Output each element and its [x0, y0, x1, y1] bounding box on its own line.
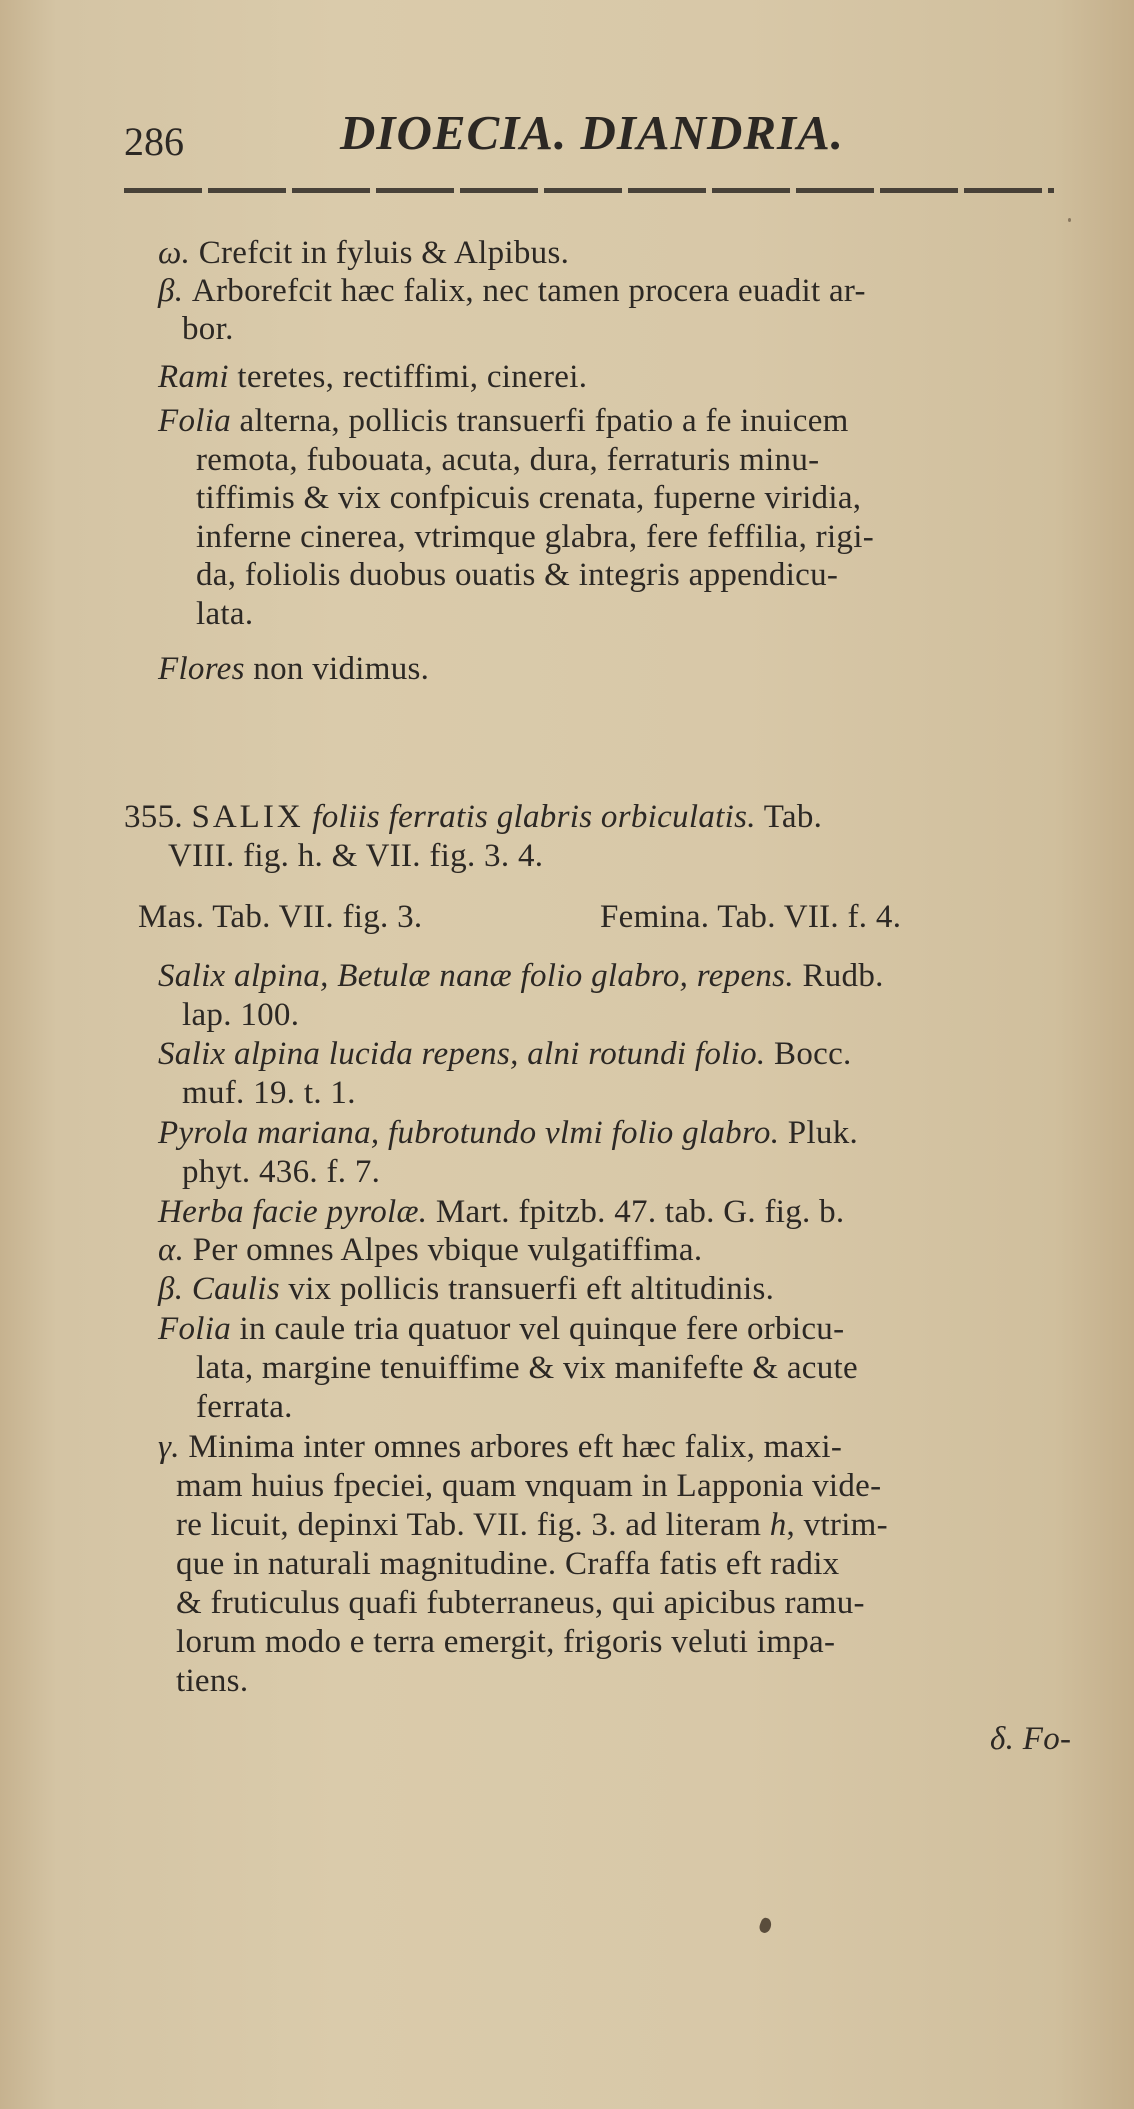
text-segment: lap. 100. — [182, 997, 300, 1033]
text-segment: tiffimis & vix confpicuis crenata, fuperne viridia, — [196, 480, 862, 516]
text-line — [196, 441, 819, 479]
text-line — [158, 1428, 842, 1466]
italic-segment: Caulis — [191, 1271, 280, 1307]
text-segment: phyt. 436. f. 7. — [182, 1154, 381, 1190]
text-line — [176, 1584, 865, 1622]
text-segment: in caule tria quatuor vel quinque fere orbicu- — [231, 1311, 845, 1347]
text-line — [158, 1270, 774, 1308]
text-segment: Tab. — [755, 799, 823, 835]
text-line — [158, 234, 569, 272]
text-segment: lata. — [196, 596, 254, 632]
italic-segment: Salix alpina lucida repens, alni rotundi folio. — [158, 1036, 766, 1072]
text-line — [176, 1467, 881, 1505]
text-segment: inferne cinerea, vtrimque glabra, fere feffilia, rigi- — [196, 519, 874, 555]
text-segment: lata, margine tenuiffime & vix manifefte & acute — [196, 1350, 858, 1386]
text-segment: alterna, pollicis transuerfi fpatio a fe inuicem — [231, 403, 849, 439]
text-line — [158, 1310, 844, 1348]
text-segment: mam huius fpeciei, quam vnquam in Lapponia vide- — [176, 1468, 882, 1504]
text-line — [176, 1662, 248, 1700]
page-number: 286 — [124, 119, 184, 164]
text-line — [182, 996, 299, 1034]
text-line — [138, 898, 422, 936]
text-segment: ferrata. — [196, 1389, 293, 1425]
text-line — [196, 1388, 293, 1426]
text-segment: 355. — [124, 799, 192, 835]
italic-segment: Pyrola mariana, fubrotundo vlmi folio glabro. — [158, 1115, 780, 1151]
text-line — [196, 1349, 858, 1387]
text-line — [176, 1506, 888, 1544]
italic-segment: β. — [158, 273, 192, 309]
text-segment: Mart. fpitzb. 47. tab. G. fig. b. — [427, 1194, 845, 1230]
text-line — [124, 798, 822, 836]
italic-segment: Rami — [158, 359, 229, 395]
ink-blot — [758, 1917, 773, 1935]
text-segment: Crefcit in fyluis & Alpibus. — [198, 235, 570, 271]
text-segment: VIII. fig. h. & VII. fig. 3. 4. — [168, 838, 544, 874]
text-line — [182, 310, 234, 348]
italic-segment: Flores — [158, 651, 245, 687]
text-segment: da, foliolis duobus ouatis & integris appendicu- — [196, 557, 839, 593]
text-line — [176, 1623, 835, 1661]
text-line — [158, 957, 884, 995]
italic-segment: h — [769, 1507, 787, 1543]
header-rule — [124, 188, 1054, 193]
italic-segment: γ. — [158, 1429, 189, 1465]
text-line — [176, 1545, 839, 1583]
text-segment: Femina. Tab. VII. f. 4. — [600, 899, 902, 935]
text-line — [158, 272, 866, 310]
text-segment: teretes, rectiffimi, cinerei. — [228, 359, 588, 395]
italic-segment: ω. — [158, 235, 199, 271]
italic-segment: β. — [158, 1271, 192, 1307]
italic-segment: Folia — [158, 1311, 231, 1347]
text-segment: Bocc. — [765, 1036, 852, 1072]
text-line — [182, 1153, 380, 1191]
text-segment: que in naturali magnitudine. Craffa fatis eft radix — [176, 1546, 840, 1582]
italic-segment: Herba facie pyrolæ. — [158, 1194, 428, 1230]
text-segment: lorum modo e terra emergit, frigoris veluti impa- — [176, 1624, 836, 1660]
caps-segment: SALIX — [191, 799, 304, 835]
text-segment: tiens. — [176, 1663, 249, 1699]
text-segment: Per omnes Alpes vbique vulgatiffima. — [192, 1232, 703, 1268]
text-segment: Mas. Tab. VII. fig. 3. — [138, 899, 423, 935]
text-line — [158, 1035, 852, 1073]
text-line — [990, 1720, 1071, 1758]
italic-segment: Folia — [158, 403, 231, 439]
text-line — [600, 898, 901, 936]
text-line — [158, 1231, 702, 1269]
text-segment: bor. — [182, 311, 234, 347]
text-segment: muf. 19. t. 1. — [182, 1075, 356, 1111]
running-title: DIOECIA. DIANDRIA. — [340, 105, 845, 160]
text-segment: re licuit, depinxi Tab. VII. fig. 3. ad literam — [176, 1507, 770, 1543]
text-line — [196, 595, 253, 633]
text-line — [158, 1114, 858, 1152]
text-segment: , vtrim- — [786, 1507, 888, 1543]
text-line — [158, 358, 587, 396]
text-line — [158, 650, 429, 688]
text-line — [158, 402, 849, 440]
text-line — [182, 1074, 356, 1112]
text-segment — [304, 799, 313, 835]
text-segment: Pluk. — [779, 1115, 859, 1151]
text-line — [196, 518, 874, 556]
text-line — [196, 479, 861, 517]
text-segment: remota, fubouata, acuta, dura, ferraturis minu- — [196, 442, 820, 478]
text-segment: Rudb. — [793, 958, 884, 994]
text-line — [158, 1193, 844, 1231]
text-segment: non vidimus. — [244, 651, 430, 687]
italic-segment: α. — [158, 1232, 193, 1268]
text-segment: Arborefcit hæc falix, nec tamen procera euadit ar- — [191, 273, 866, 309]
text-line — [196, 556, 838, 594]
italic-segment: Salix alpina, Betulæ nanæ folio glabro, repens. — [158, 958, 794, 994]
text-segment: & fruticulus quafi fubterraneus, qui apicibus ramu- — [176, 1585, 865, 1621]
text-segment: vix pollicis transuerfi eft altitudinis. — [279, 1271, 775, 1307]
ink-speck — [1068, 218, 1071, 222]
italic-segment: δ. Fo- — [990, 1721, 1072, 1757]
italic-segment: foliis ferratis glabris orbiculatis. — [312, 799, 756, 835]
text-segment: Minima inter omnes arbores eft hæc falix, maxi- — [188, 1429, 843, 1465]
text-line — [168, 837, 543, 875]
